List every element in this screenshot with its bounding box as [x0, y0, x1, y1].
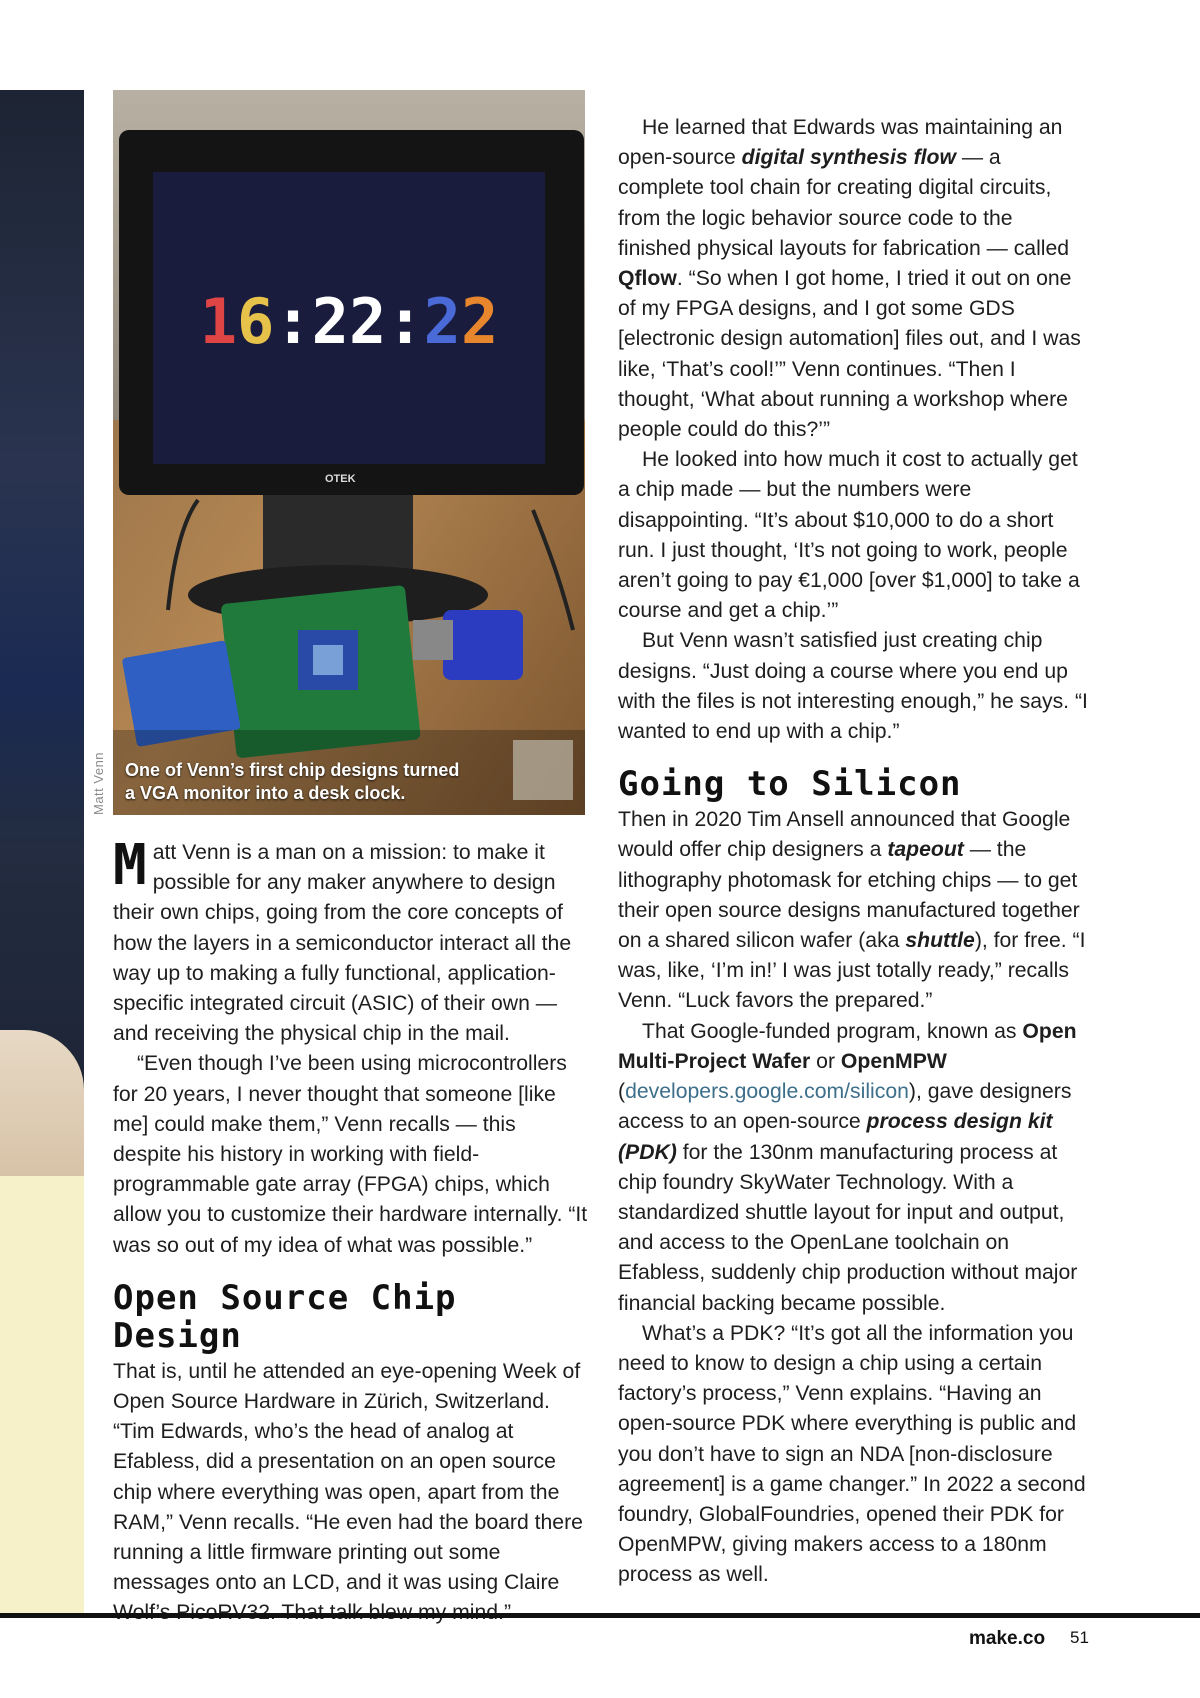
clock-photo: [113, 90, 585, 815]
footer-rule: [0, 1613, 1200, 1618]
clock-photo-illustration: [113, 90, 585, 815]
section-heading-open-source: Open Source Chip Design: [113, 1277, 457, 1356]
quote-paragraph: “Even though I’ve been using microcontrollers for 20 years, I never thought that someone [like me] could make them,” Venn recalls — this despite his history in working with field-programmable gate array (FPGA) chips, which allow you to customize their hardware internally. “It was so out of my idea of what was possible.”: [113, 1052, 588, 1257]
satisfied-paragraph: But Venn wasn’t satisfied just creating chip designs. “Just doing a course where you end up with the files is not interesting enough,” he says. “I wanted to end up with a chip.”: [618, 629, 1088, 744]
clock-digit: 2: [349, 285, 387, 358]
term-pdk: process design kit (PDK): [618, 1110, 1053, 1164]
monitor-brand: OTEK: [325, 473, 356, 485]
clock-digit: 1: [199, 285, 238, 358]
term-openmpw: OpenMPW: [840, 1049, 947, 1073]
openmpw-paragraph: That Google-funded program, known as Open Multi-Project Wafer or OpenMPW (developers.google.com/silicon), gave designers access to an open-source process design kit (PDK) for the 130nm manufacturing process at chip foundry SkyWater Technology. With a standardized shuttle layout for input and output, and access to the OpenLane toolchain on Efabless, suddenly chip production without major financial backing became possible.: [618, 1019, 1078, 1315]
term-open-multi-project-wafer: Open Multi-Project Wafer: [618, 1019, 1077, 1073]
tapeout-paragraph: Then in 2020 Tim Ansell announced that Google would offer chip designers a tapeout — the lithography photomask for etching chips — to get their open source designs manufactured together on a shared silicon wafer (aka shuttle), for free. “I was, like, ‘I’m in!’ I was just totally ready,” recalls Venn. “Luck favors the prepared.”: [618, 808, 1086, 1013]
photo-credit: Matt Venn: [91, 751, 106, 815]
silicon-link[interactable]: developers.google.com/silicon: [625, 1080, 909, 1104]
clock-digit: 2: [423, 285, 461, 358]
clock-digit: 6: [237, 285, 275, 358]
right-column: [618, 113, 1088, 1591]
term-digital-synthesis-flow: digital synthesis flow: [741, 146, 956, 170]
term-tapeout: tapeout: [887, 838, 964, 862]
qflow-paragraph: He learned that Edwards was maintaining an open-source digital synthesis flow — a complete tool chain for creating digital circuits, from the logic behavior source code to the finished physical layouts for fabrication — called Qflow. “So when I got home, I tried it out on one of my FPGA designs, and I got some GDS [electronic design automation] files out, and I was like, ‘That’s cool!’” Venn continues. “Then I thought, ‘What about running a workshop where people could do this?’”: [618, 116, 1081, 442]
pdk-paragraph: What’s a PDK? “It’s got all the information you need to know to design a chip using a certain factory’s process,” Venn explains. “Having an open-source PDK where everything is public and you don’t have to sign an NDA [non-disclosure agreement] is a game changer.” In 2022 a second foundry, GlobalFoundries, opened their PDK for OpenMPW, giving makers access to a 180nm process as well.: [618, 1321, 1086, 1587]
intro-paragraph: [113, 833, 588, 1049]
page-number: 51: [1070, 1628, 1089, 1647]
term-qflow: Qflow: [618, 267, 677, 291]
footer-site[interactable]: make.co: [969, 1628, 1046, 1649]
edge-photo-strip: [0, 90, 84, 1176]
term-shuttle: shuttle: [905, 929, 975, 953]
clock-colon: :: [274, 285, 312, 358]
edge-cream-block: [0, 1176, 84, 1615]
photo-caption: One of Venn’s first chip designs turned a VGA monitor into a desk clock.: [125, 760, 460, 803]
zurich-paragraph: That is, until he attended an eye-opening Week of Open Source Hardware in Zürich, Switzerland. “Tim Edwards, who’s the head of analog at Efabless, did a presentation on an open source chip where everything was open, apart from the RAM,” Venn recalls. “He even had the board there running a little firmware printing out some messages onto an LCD, and it was using Claire: [113, 1359, 583, 1595]
clock-display: [200, 285, 499, 358]
clock-colon: :: [386, 285, 424, 358]
clock-digit: 2: [460, 285, 499, 358]
drop-cap: M: [113, 833, 145, 898]
intro-text: att Venn is a man on a mission: to make it possible for any maker anywhere to design their own chips, going from the core concepts of how the layers in a semiconductor interact all the way up to making a fully functional, application-specific integrated circuit (ASIC) of their own — and receiving the physical chip in the mail.: [113, 841, 572, 1046]
section-heading-going-to-silicon: Going to Silicon: [618, 764, 962, 805]
left-column: [113, 833, 588, 1629]
clock-digit: 2: [311, 285, 349, 358]
cost-paragraph: He looked into how much it cost to actually get a chip made — but the numbers were disappointing. “It’s about $10,000 to do a short run. I just thought, ‘It’s not going to work, people aren’t going to pay €1,000 [over $1,000] to take a course and get a chip.’”: [618, 448, 1080, 623]
